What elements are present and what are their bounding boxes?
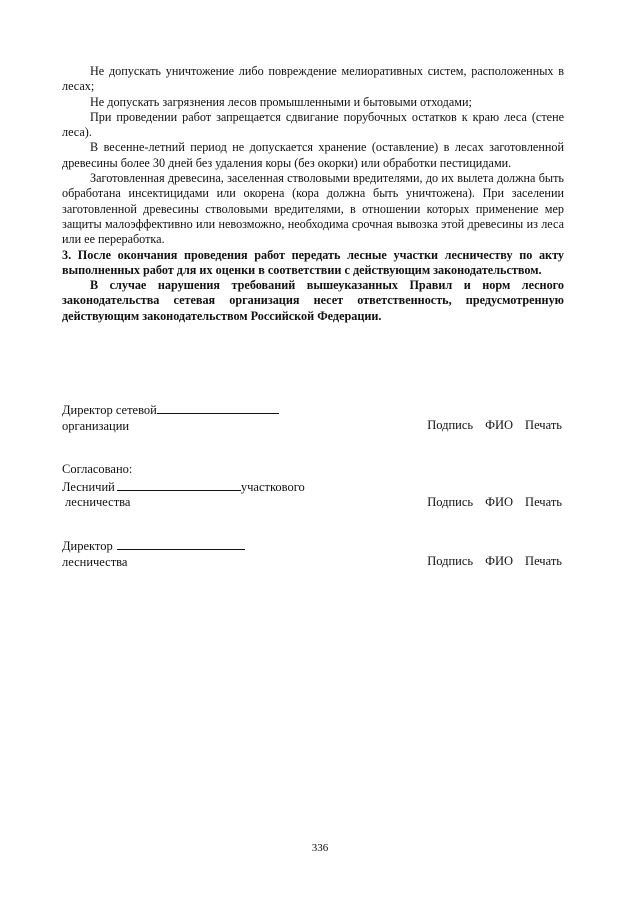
document-body: [62, 64, 564, 324]
signature-blank: [157, 401, 279, 414]
signature-columns: [415, 418, 562, 434]
signature-column-label: Подпись: [427, 417, 474, 432]
forester-label: Лесничий: [62, 479, 115, 494]
name-column-label: ФИО: [485, 494, 514, 509]
name-column-label: ФИО: [485, 417, 514, 432]
paragraph-melioration: Не допускать уничтожение либо повреждение мелиоративных систем, расположенных в лесах;: [62, 64, 564, 94]
stamp-column-label: Печать: [525, 417, 562, 432]
signature-column-label: Подпись: [427, 553, 474, 568]
paragraph-storage: В весенне-летний период не допускается хранение (оставление) в лесах заготовленной древесины более 30 дней без удаления коры (без окорки) или обработки пестицидами.: [62, 140, 564, 170]
director-forestry-label: Директор: [62, 539, 113, 553]
paragraph-pests: Заготовленная древесина, заселенная стволовыми вредителями, до их вылета должна быть обработана инсектицидами или окорена (кора должна быть уничтожена). При заселении заготовленной древесины стволовыми вредителями, в отношении которых применение мер защиты малоэффективно или невозможно, необходима срочная вывозка этой древесины из леса или ее переработка.: [62, 171, 564, 247]
paragraph-liability: В случае нарушения требований вышеуказанных Правил и норм лесного законодательства сетевая организация несет ответственность, предусмотренную действующим законодательством Российской Федерации.: [62, 278, 564, 323]
paragraph-pollution: Не допускать загрязнения лесов промышленными и бытовыми отходами;: [90, 94, 472, 109]
director-network-label: Директор сетевой: [62, 403, 157, 417]
stamp-column-label: Печать: [525, 553, 562, 568]
signature-column-label: Подпись: [427, 494, 474, 509]
forester-label-suffix: участкового: [240, 479, 305, 494]
paragraph-handover: 3. После окончания проведения работ передать лесные участки лесничеству по акту выполненных работ для их оценки в соответствии с действующим законодательством.: [62, 247, 564, 277]
stamp-column-label: Печать: [525, 494, 562, 509]
forester-label-2: лесничества: [65, 495, 131, 509]
signature-block-forester: [62, 462, 562, 510]
signature-block-director-forestry: [62, 537, 562, 569]
director-network-label-2: организации: [62, 418, 130, 433]
signature-line: [62, 537, 562, 555]
signature-line: [62, 478, 562, 496]
signature-block-director-network: [62, 401, 562, 433]
signature-columns: [415, 554, 562, 570]
page-number: 336: [311, 842, 329, 854]
signature-columns: [415, 495, 562, 511]
signature-blank: [117, 478, 241, 491]
paragraph-slash-removal: При проведении работ запрещается сдвигание порубочных остатков к краю леса (стене леса).: [62, 109, 564, 140]
signature-line: [62, 401, 562, 419]
name-column-label: ФИО: [485, 553, 514, 568]
approved-heading: Согласовано:: [62, 462, 133, 476]
signature-blank: [117, 537, 245, 550]
director-forestry-label-2: лесничества: [62, 554, 128, 569]
